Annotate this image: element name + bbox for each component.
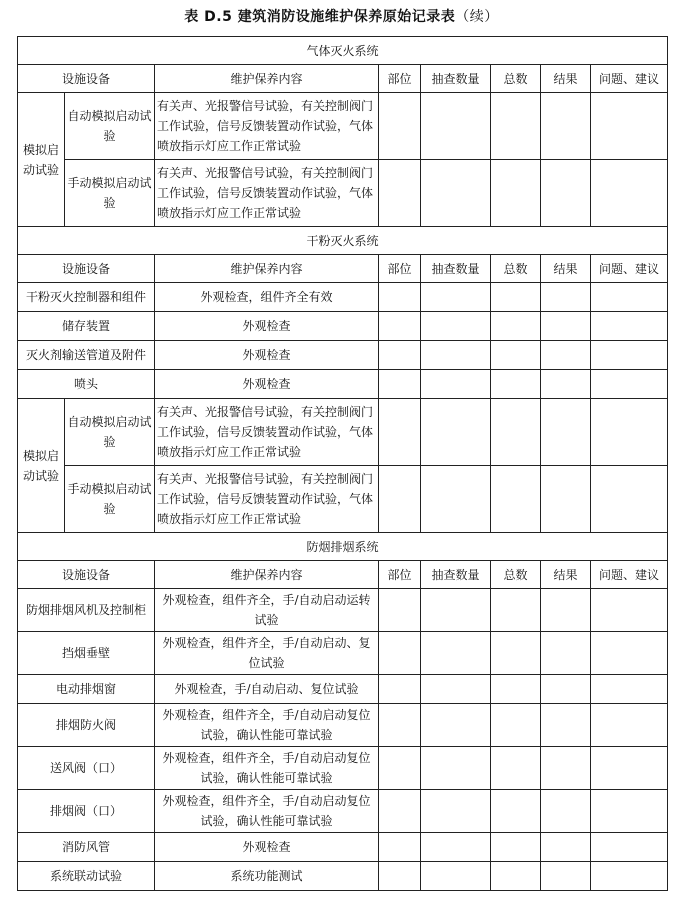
table-row [18,704,668,747]
total-cell[interactable] [491,675,541,704]
col-result: 结果 [541,561,591,589]
result-cell[interactable] [541,704,591,747]
result-cell[interactable] [541,93,591,160]
table-row [18,675,668,704]
content-cell: 系统功能测试 [155,862,379,891]
issues-cell[interactable] [591,341,668,370]
result-cell[interactable] [541,312,591,341]
issues-cell[interactable] [591,833,668,862]
location-cell[interactable] [379,704,421,747]
content-cell: 外观检查，组件齐全有效 [155,283,379,312]
location-cell[interactable] [379,160,421,227]
col-device: 设施设备 [18,65,155,93]
content-cell: 外观检查，组件齐全，手/自动启动、复位试验 [155,632,379,675]
col-content: 维护保养内容 [155,561,379,589]
issues-cell[interactable] [591,160,668,227]
col-issues: 问题、建议 [591,65,668,93]
col-result: 结果 [541,65,591,93]
total-cell[interactable] [491,312,541,341]
content-cell: 有关声、光报警信号试验，有关控制阀门工作试验，信号反馈装置动作试验，气体喷放指示灯应工作正常试验 [155,399,379,466]
content-cell: 外观检查 [155,312,379,341]
content-cell: 外观检查，组件齐全，手/自动启动复位试验，确认性能可靠试验 [155,704,379,747]
table-row [18,862,668,891]
total-cell[interactable] [491,283,541,312]
col-issues: 问题、建议 [591,561,668,589]
sample-qty-cell[interactable] [421,833,491,862]
location-cell[interactable] [379,833,421,862]
issues-cell[interactable] [591,370,668,399]
total-cell[interactable] [491,370,541,399]
sub-device: 手动模拟启动试验 [65,466,155,533]
table-row [18,341,668,370]
table-row [18,589,668,632]
issues-cell[interactable] [591,747,668,790]
total-cell[interactable] [491,862,541,891]
issues-cell[interactable] [591,93,668,160]
result-cell[interactable] [541,370,591,399]
total-cell[interactable] [491,833,541,862]
header-row [18,255,668,283]
col-device: 设施设备 [18,561,155,589]
total-cell[interactable] [491,466,541,533]
location-cell[interactable] [379,370,421,399]
location-cell[interactable] [379,790,421,833]
col-location: 部位 [379,561,421,589]
result-cell[interactable] [541,747,591,790]
issues-cell[interactable] [591,704,668,747]
sample-qty-cell[interactable] [421,93,491,160]
total-cell[interactable] [491,790,541,833]
total-cell[interactable] [491,704,541,747]
content-cell: 外观检查，组件齐全，手/自动启动复位试验，确认性能可靠试验 [155,790,379,833]
result-cell[interactable] [541,160,591,227]
device-cell: 送风阀（口） [18,747,155,790]
result-cell[interactable] [541,283,591,312]
location-cell[interactable] [379,466,421,533]
table-row [18,466,668,533]
sample-qty-cell[interactable] [421,675,491,704]
content-cell: 外观检查 [155,341,379,370]
table-row [18,747,668,790]
col-total: 总数 [491,65,541,93]
device-cell: 挡烟垂壁 [18,632,155,675]
maintenance-record-table [17,36,668,891]
content-cell: 外观检查 [155,370,379,399]
col-location: 部位 [379,65,421,93]
location-cell[interactable] [379,675,421,704]
result-cell[interactable] [541,862,591,891]
title-suffix: （续） [455,9,499,25]
device-cell: 灭火剂输送管道及附件 [18,341,155,370]
location-cell[interactable] [379,283,421,312]
device-cell: 排烟防火阀 [18,704,155,747]
content-cell: 外观检查，手/自动启动、复位试验 [155,675,379,704]
result-cell[interactable] [541,833,591,862]
issues-cell[interactable] [591,283,668,312]
device-cell: 系统联动试验 [18,862,155,891]
title-main: 表 D.5 建筑消防设施维护保养原始记录表 [184,9,456,25]
issues-cell[interactable] [591,632,668,675]
sample-qty-cell[interactable] [421,341,491,370]
device-cell: 电动排烟窗 [18,675,155,704]
device-cell: 喷头 [18,370,155,399]
location-cell[interactable] [379,341,421,370]
table-row [18,370,668,399]
col-result: 结果 [541,255,591,283]
table-row [18,399,668,466]
device-cell: 消防风管 [18,833,155,862]
device-cell: 干粉灭火控制器和组件 [18,283,155,312]
sample-qty-cell[interactable] [421,370,491,399]
location-cell[interactable] [379,632,421,675]
section-title: 干粉灭火系统 [18,227,668,255]
sample-qty-cell[interactable] [421,466,491,533]
total-cell[interactable] [491,341,541,370]
issues-cell[interactable] [591,790,668,833]
total-cell[interactable] [491,747,541,790]
col-sample-qty: 抽查数量 [421,561,491,589]
issues-cell[interactable] [591,589,668,632]
issues-cell[interactable] [591,312,668,341]
table-row [18,632,668,675]
device-cell: 排烟阀（口） [18,790,155,833]
sample-qty-cell[interactable] [421,312,491,341]
section-title: 气体灭火系统 [18,37,668,65]
sample-qty-cell[interactable] [421,632,491,675]
table-row [18,93,668,160]
table-row [18,160,668,227]
total-cell[interactable] [491,632,541,675]
location-cell[interactable] [379,312,421,341]
content-cell: 有关声、光报警信号试验，有关控制阀门工作试验，信号反馈装置动作试验，气体喷放指示灯应工作正常试验 [155,466,379,533]
group-label: 模拟启动试验 [18,399,65,533]
result-cell[interactable] [541,589,591,632]
total-cell[interactable] [491,93,541,160]
location-cell[interactable] [379,399,421,466]
location-cell[interactable] [379,862,421,891]
table-row [18,283,668,312]
issues-cell[interactable] [591,675,668,704]
content-cell: 外观检查，组件齐全，手/自动启动复位试验，确认性能可靠试验 [155,747,379,790]
col-sample-qty: 抽查数量 [421,65,491,93]
header-row [18,561,668,589]
device-cell: 防烟排烟风机及控制柜 [18,589,155,632]
table-row [18,833,668,862]
col-location: 部位 [379,255,421,283]
total-cell[interactable] [491,589,541,632]
content-cell: 有关声、光报警信号试验，有关控制阀门工作试验，信号反馈装置动作试验，气体喷放指示灯应工作正常试验 [155,93,379,160]
content-cell: 有关声、光报警信号试验，有关控制阀门工作试验，信号反馈装置动作试验，气体喷放指示灯应工作正常试验 [155,160,379,227]
sample-qty-cell[interactable] [421,704,491,747]
issues-cell[interactable] [591,466,668,533]
page-title [0,6,683,26]
section-title: 防烟排烟系统 [18,533,668,561]
sub-device: 自动模拟启动试验 [65,399,155,466]
sample-qty-cell[interactable] [421,790,491,833]
total-cell[interactable] [491,160,541,227]
issues-cell[interactable] [591,399,668,466]
sample-qty-cell[interactable] [421,862,491,891]
col-device: 设施设备 [18,255,155,283]
result-cell[interactable] [541,675,591,704]
content-cell: 外观检查，组件齐全，手/自动启动运转试验 [155,589,379,632]
result-cell[interactable] [541,632,591,675]
location-cell[interactable] [379,589,421,632]
issues-cell[interactable] [591,862,668,891]
table-row [18,312,668,341]
sample-qty-cell[interactable] [421,399,491,466]
sub-device: 手动模拟启动试验 [65,160,155,227]
col-sample-qty: 抽查数量 [421,255,491,283]
sample-qty-cell[interactable] [421,747,491,790]
sample-qty-cell[interactable] [421,589,491,632]
col-total: 总数 [491,561,541,589]
col-total: 总数 [491,255,541,283]
location-cell[interactable] [379,747,421,790]
content-cell: 外观检查 [155,833,379,862]
col-issues: 问题、建议 [591,255,668,283]
table-row [18,790,668,833]
result-cell[interactable] [541,466,591,533]
result-cell[interactable] [541,341,591,370]
sample-qty-cell[interactable] [421,160,491,227]
col-content: 维护保养内容 [155,255,379,283]
total-cell[interactable] [491,399,541,466]
result-cell[interactable] [541,790,591,833]
result-cell[interactable] [541,399,591,466]
sample-qty-cell[interactable] [421,283,491,312]
sub-device: 自动模拟启动试验 [65,93,155,160]
col-content: 维护保养内容 [155,65,379,93]
device-cell: 储存装置 [18,312,155,341]
header-row [18,65,668,93]
location-cell[interactable] [379,93,421,160]
group-label: 模拟启动试验 [18,93,65,227]
